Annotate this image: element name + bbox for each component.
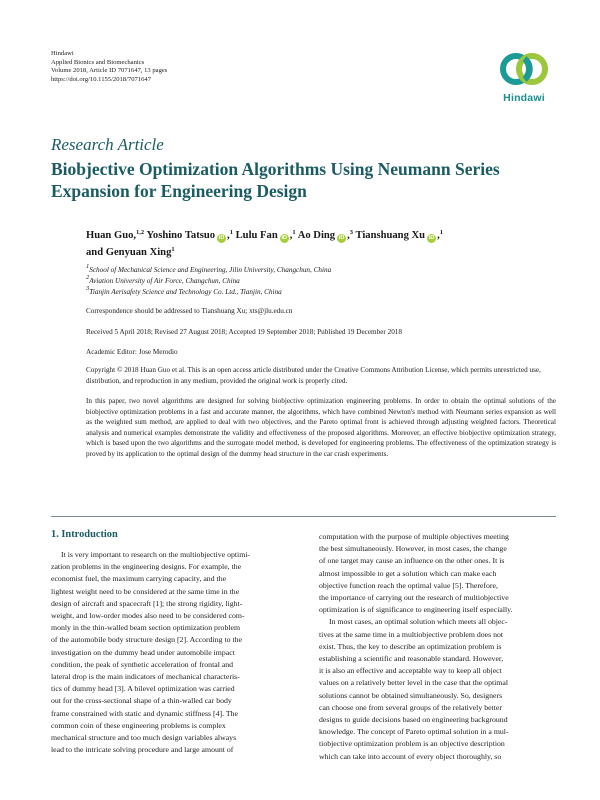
correspondence: Correspondence should be addressed to Tianshuang Xu; xts@jlu.edu.cn: [86, 307, 293, 315]
abstract: In this paper, two novel algorithms are designed for solving biobjective optimization engineering problems. In order to obtain the optimal solutions of the biobjective optimization problems in a fast and accurate manner, the algorithms, which have combined Newton's method with Neumann series expansion as well as the weighted sum method, are applied to deal with two objectives, and the Pareto optimal front is achieved through adjusting weighted factors. Theoretical analysis and numerical examples demonstrate the validity and effectiveness of the proposed algorithms. Moreover, an effective biobjective optimization strategy, which is based upon the two algorithms and the surrogate model method, is developed for engineering problems. The effectiveness of the optimization strategy is proved by its application to the optimal design of the dummy head structure in the car crash experiments.: [86, 397, 556, 458]
body-text-line: establishing a scientific and reasonable standard. However,: [319, 654, 504, 664]
body-text-line: tives at the same time in a multiobjective problem does not: [319, 629, 504, 639]
body-text-line: monly in the thin-walled beam section optimization problem: [51, 623, 241, 633]
title-line: Biobjective Optimization Algorithms Using Neumann Series: [51, 159, 500, 179]
orcid-icon[interactable]: iD: [281, 235, 287, 241]
body-text-line: out for the cross-sectional shape of a thin-walled car body: [51, 696, 232, 706]
body-text-line: can choose one from several groups of the relatively better: [319, 702, 502, 712]
body-text-line: economist fuel, the maximum carrying capacity, and the: [51, 574, 227, 584]
affil-text: School of Mechanical Science and Engineering, Jilin University, Changchun, China: [89, 266, 332, 274]
body-text-line: design of aircraft and spacecraft [1]; the strong rigidity, light-: [51, 598, 243, 608]
affil-num: 3: [86, 285, 90, 292]
body-text-line: of one target may cause an influence on the other ones. It is: [319, 556, 505, 566]
body-text-line: frame constrained with static and dynamic stiffness [4]. The: [51, 708, 238, 718]
publisher-name: Hindawi: [51, 50, 74, 57]
affiliation: [86, 265, 331, 276]
affiliations: [86, 265, 331, 298]
body-text-line: knowledge. The concept of Pareto optimal solution in a mul-: [319, 727, 509, 737]
body-text-line: lateral drop is the main indicators of mechanical characteris-: [51, 672, 240, 682]
author-name[interactable]: Lulu Fan: [235, 230, 278, 241]
title-line: Expansion for Engineering Design: [51, 181, 307, 201]
author-affil-sup: 1: [292, 229, 296, 236]
body-text-line: lead to the intricate solving procedure and large amount of: [51, 745, 234, 755]
body-text-line: the best simultaneously. However, in most cases, the change: [319, 544, 507, 554]
body-text-line: common coin of these engineering problems is complex: [51, 720, 226, 730]
affil-text: Tianjin Aerisafety Science and Technology Co. Ltd., Tianjin, China: [89, 288, 282, 296]
affil-num: 2: [86, 274, 90, 281]
author-name[interactable]: and Genyuan Xing: [86, 247, 172, 258]
body-text-line: optimization is of significance to engineering itself especially.: [319, 605, 513, 615]
body-text-line: tiobjective optimization problem is an objective description: [319, 739, 505, 749]
affiliation: [86, 276, 331, 287]
volume-info: Volume 2018, Article ID 7071647, 13 pages: [51, 67, 168, 75]
body-text-line: designs to guide decisions based on engineering background: [319, 715, 508, 725]
body-text-line: exist. Thus, the key to describe an optimization problem is: [319, 641, 502, 651]
body-text-line: it is also an effective and acceptable way to keep all object: [319, 666, 502, 676]
body-text-line: tics of dummy head [3]. A bilevel optimization was carried: [51, 684, 235, 694]
author-name[interactable]: Ao Ding: [297, 230, 336, 241]
article-type: Research Article: [51, 135, 164, 154]
author-list: Huan Guo,$^{1,2}$ Yoshino Tatsuo iD ,$^1$ Lulu Fan iD ,$^1$ Ao Ding iD ,$^3$ Tianshuang Xu iD ,$^1$ and Genyuan Xing$^1$: [86, 229, 443, 258]
doi-link[interactable]: https://doi.org/10.1155/2018/7071647: [51, 75, 152, 83]
affil-num: 1: [86, 263, 90, 270]
body-text-line: the importance of carrying out the research of multiobjective: [319, 593, 509, 603]
orcid-icon[interactable]: iD: [338, 235, 345, 241]
body-text-line: lightest weight need to be considered at the same time in the: [51, 586, 240, 596]
body-text-line: zation problems in the engineering designs. For example, the: [51, 562, 242, 572]
affiliation: [86, 287, 331, 298]
body-text-line: It is very important to research on the multiobjective optimi-: [61, 550, 251, 559]
body-text-line: solutions cannot be obtained simultaneously. So, designers: [319, 690, 503, 700]
body-text-line: weight, and low-order modes also need to be considered com-: [51, 611, 245, 621]
article-title: [51, 158, 556, 202]
author-name[interactable]: Huan Guo,: [86, 230, 137, 241]
author-affil-sup: 1: [439, 229, 443, 236]
body-text-line: investigation on the dummy head under automobile impact: [51, 647, 235, 657]
body-text-line: which can take into account of every object thoroughly, so: [319, 751, 502, 761]
body-text-line: computation with the purpose of multiple objectives meeting: [319, 532, 509, 541]
affil-text: Aviation University of Air Force, Changchun, China: [89, 277, 240, 285]
section-heading: 1. Introduction: [51, 529, 118, 540]
author-affil-sup: 1: [229, 229, 233, 236]
author-affil-sup: 1,2: [136, 229, 145, 236]
body-text-line: almost impossible to get a solution which can make each: [319, 568, 497, 578]
logo-wordmark: Hindawi: [503, 92, 545, 104]
body-text-line: In most cases, an optimal solution which meets all objec-: [329, 617, 508, 627]
body-text-line: of the automobile body structure design [2]. According to the: [51, 635, 242, 645]
academic-editor: Academic Editor: Jose Merodio: [86, 348, 178, 356]
journal-name: Applied Bionics and Biomechanics: [51, 58, 145, 66]
hindawi-logo: [494, 48, 554, 104]
body-text-line: objective function reach the optimal value [5]. Therefore,: [319, 580, 498, 590]
orcid-icon[interactable]: iD: [218, 235, 225, 241]
body-text-line: values on a relatively better level in the case that the optimal: [319, 678, 509, 688]
section-divider: [51, 516, 556, 517]
hindawi-logo-icon: [494, 48, 554, 92]
body-column-right: [319, 531, 556, 763]
body-text-line: mechanical structure and too much design variables always: [51, 733, 237, 743]
author-affil-sup: 3: [349, 229, 353, 236]
author-name[interactable]: Tianshuang Xu: [355, 230, 426, 241]
author-name[interactable]: Yoshino Tatsuo: [146, 230, 216, 241]
author-affil-sup: 1: [171, 246, 175, 253]
dates: Received 5 April 2018; Revised 27 August 2018; Accepted 19 September 2018; Published 19 December 2018: [86, 328, 402, 336]
publisher-info: [51, 50, 167, 84]
copyright: Copyright © 2018 Huan Guo et al. This is an open access article distributed under the Creative Commons Attribution License, which permits unrestricted use, distribution, and reproduction in any medium, provided the original work is properly cited.: [86, 366, 541, 385]
body-column-left: [51, 549, 288, 756]
orcid-icon[interactable]: iD: [428, 235, 435, 241]
body-text-line: condition, the peak of synthetic acceleration of frontal and: [51, 659, 234, 669]
